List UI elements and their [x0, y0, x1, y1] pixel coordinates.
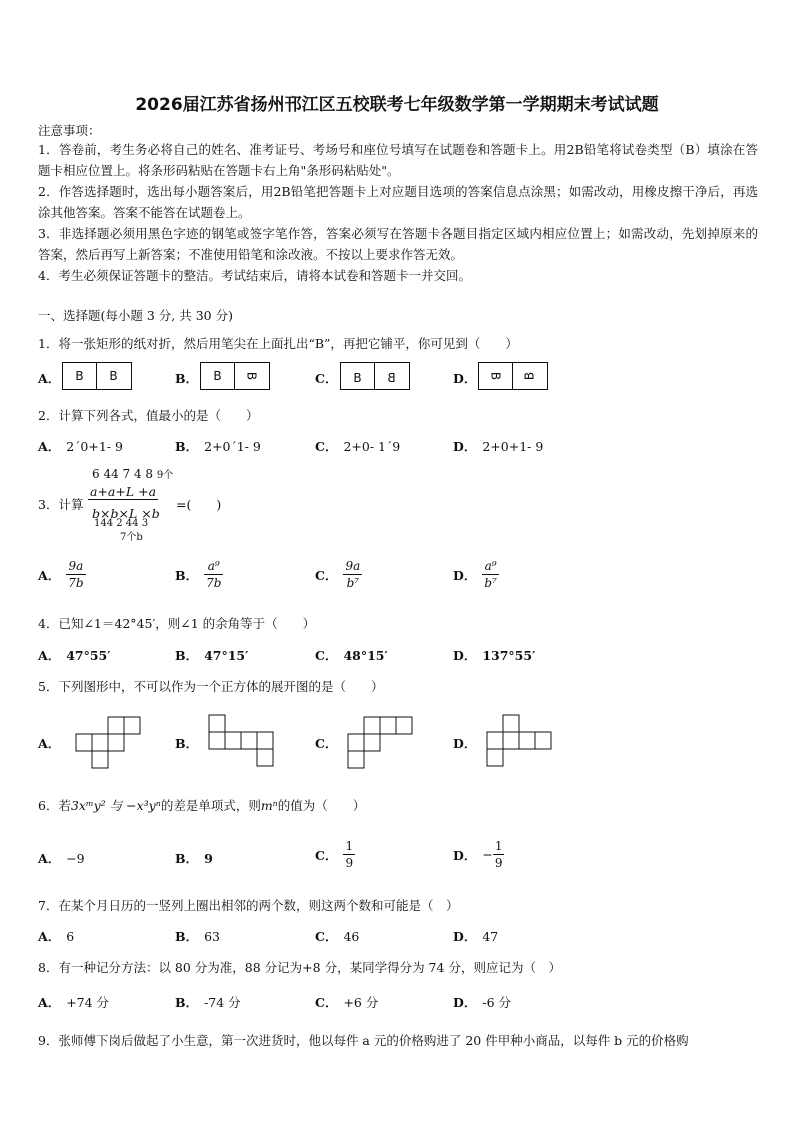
q3-denominator: b×b×L ×b [92, 506, 160, 521]
question-4-stem: 4．已知∠1＝42°45′，则∠1 的余角等于（ ） [38, 616, 316, 631]
q1-option-c-label: C． [315, 371, 338, 386]
q1-option-b-figure: B B [200, 362, 270, 390]
q3-bottom-count: 7个b [120, 532, 143, 543]
q5-option-a-label: A． [38, 736, 61, 751]
q5-option-c-net [346, 716, 418, 770]
q3-numerator: a+a+L +a [90, 484, 157, 499]
notice-heading: 注意事项： [38, 123, 101, 138]
question-5-stem: 5．下列图形中，不可以作为一个正方体的展开图的是（ ） [38, 679, 384, 694]
q5-option-d-label: D． [453, 736, 477, 751]
q8-option-b: B． -74 分 [175, 995, 241, 1010]
q5-option-a-net [74, 716, 154, 770]
q8-option-a: A． +74 分 [38, 995, 110, 1010]
section-heading: 一、选择题(每小题 3 分, 共 30 分) [38, 308, 233, 323]
notice-item-3: 3．非选择题必须用黑色字迹的钢笔或签字笔作答，答案必须写在答题卡各题目指定区域内相应位置上；如需改动，先划掉原来的答案，然后再写上新答案；不准使用铅笔和涂改液。不按以上要求作答无效。 [38, 226, 758, 262]
q2-option-c: C． 2+0- 1´9 [315, 439, 401, 454]
q6-option-c: C． $\frac{1}{9}$ [315, 839, 354, 870]
q5-option-b-label: B． [175, 736, 199, 751]
q7-option-c: C． 46 [315, 929, 360, 944]
q3-option-a: A． $\frac{9a}{7b}$ [38, 559, 84, 590]
q3-bottom-brace: 144 2 44 3 [94, 518, 149, 529]
q6-option-b: B． 9 [175, 851, 213, 866]
q2-option-b: B． 2+0´1- 9 [175, 439, 261, 454]
q5-option-b-net [207, 714, 279, 770]
question-7-stem: 7．在某个月日历的一竖列上圈出相邻的两个数，则这两个数和可能是（ ） [38, 898, 459, 913]
question-9-stem: 9．张师傅下岗后做起了小生意，第一次进货时，他以每件 a 元的价格购进了 20 件甲种小商品，以每件 b 元的价格购 [38, 1033, 689, 1048]
q3-top-brace: 6 44 7 4 8 9个 [92, 467, 174, 481]
q3-option-d: D． $\frac{\text{a⁹}}{\text{b⁷}}$ [453, 559, 497, 590]
question-2-stem: 2．计算下列各式，值最小的是（ ） [38, 408, 259, 423]
q7-option-a: A． 6 [38, 929, 75, 944]
question-1-stem: 1．将一张矩形的纸对折，然后用笔尖在上面扎出“B”，再把它铺平，你可见到（ ） [38, 336, 518, 351]
q1-option-b-label: B． [175, 371, 199, 386]
q3-suffix: =( ) [176, 497, 222, 512]
q8-option-c: C． +6 分 [315, 995, 379, 1010]
q4-option-a: A． 47°55′ [38, 648, 111, 663]
q4-option-d: D． 137°55′ [453, 648, 536, 663]
notice-item-4: 4．考生必须保证答题卡的整洁。考试结束后，请将本试卷和答题卡一并交回。 [38, 268, 471, 283]
q8-option-d: D． -6 分 [453, 995, 511, 1010]
q3-option-b: B． $\frac{\text{a⁹}}{7b}$ [175, 559, 222, 590]
q6-option-a: A． −9 [38, 851, 85, 866]
question-3-prefix: 3．计算 [38, 497, 84, 512]
question-6-stem: 6．若3xᵐy² 与 −x³yⁿ的差是单项式，则mⁿ的值为（ ） [38, 798, 366, 813]
q2-option-d: D． 2+0+1- 9 [453, 439, 544, 454]
q1-option-a-figure: B B [62, 362, 132, 390]
document-title: 2026届江苏省扬州邗江区五校联考七年级数学第一学期期末考试试题 [135, 95, 659, 115]
q4-option-c: C． 48°15′ [315, 648, 388, 663]
q1-option-d-label: D． [453, 371, 477, 386]
q2-option-a: A． 2´0+1- 9 [38, 439, 123, 454]
q7-option-b: B． 63 [175, 929, 220, 944]
notice-item-1: 1．答卷前，考生务必将自己的姓名、准考证号、考场号和座位号填写在试题卷和答题卡上。用2B铅笔将试卷类型（B）填涂在答题卡相应位置上。将条形码粘贴在答题卡右上角"条形码粘贴处"。 [38, 142, 758, 178]
q3-option-c: C． $\frac{9a}{\text{b⁷}}$ [315, 559, 361, 590]
q1-option-d-figure: B B [478, 362, 548, 390]
q1-option-a-label: A． [38, 371, 61, 386]
q7-option-d: D． 47 [453, 929, 499, 944]
q6-option-d: D． − $\frac{1}{9}$ [453, 839, 503, 870]
q1-option-c-figure: B B [340, 362, 410, 390]
question-8-stem: 8．有一种记分方法：以 80 分为准，88 分记为+8 分，某同学得分为 74 分，则应记为（ ） [38, 960, 561, 975]
q4-option-b: B． 47°15′ [175, 648, 249, 663]
q5-option-d-net [485, 714, 557, 770]
q5-option-c-label: C． [315, 736, 338, 751]
notice-item-2: 2．作答选择题时，选出每小题答案后，用2B铅笔把答题卡上对应题目选项的答案信息点涂黑；如需改动，用橡皮擦干净后，再选涂其他答案。答案不能答在试题卷上。 [38, 184, 758, 220]
